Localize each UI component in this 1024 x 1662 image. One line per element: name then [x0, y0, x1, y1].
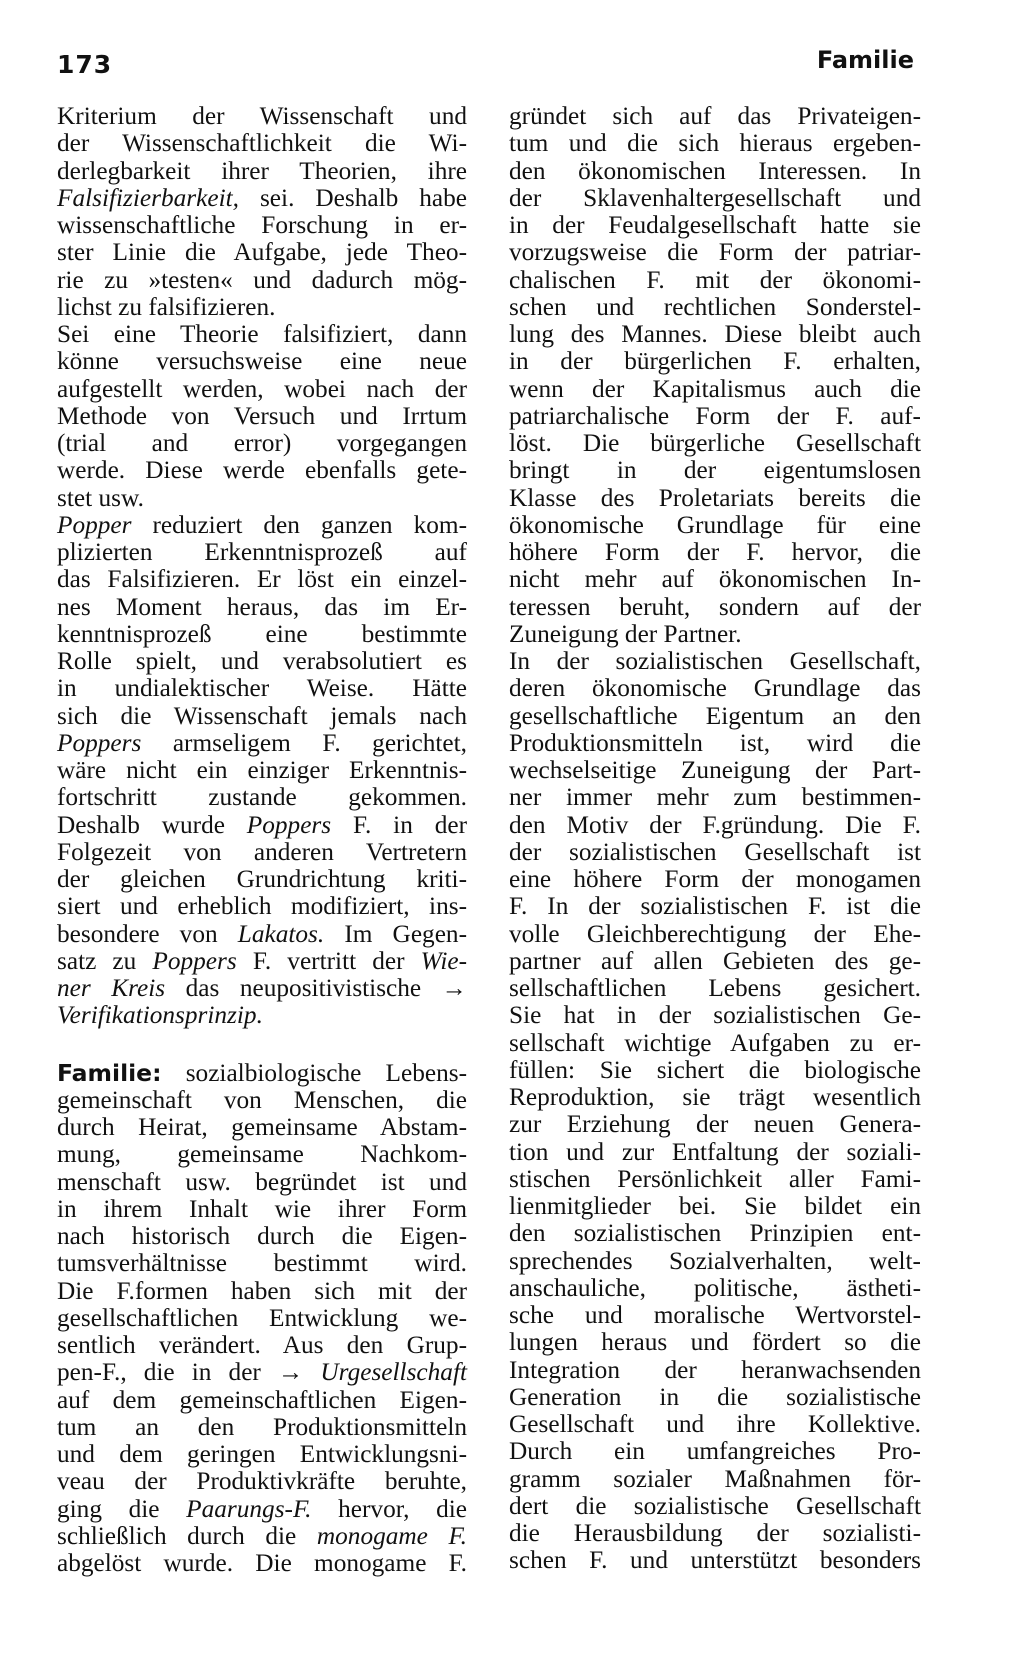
- text-line: [57, 321, 467, 348]
- text-line: [57, 703, 467, 730]
- text-segment: Sei eine Theorie falsifiziert, dann: [57, 320, 467, 348]
- text-segment: die Herausbildung der sozialisti-: [509, 1519, 921, 1547]
- text-line: [57, 1523, 467, 1550]
- text-segment: eine höhere Form der monogamen: [509, 865, 921, 893]
- text-segment: wäre nicht ein einziger Erkenntnis-: [57, 756, 467, 784]
- left-column: [57, 103, 467, 1577]
- text-segment: sellschaft wichtige Aufgaben zu er-: [509, 1028, 921, 1057]
- text-segment: Zuneigung der Partner.: [509, 619, 742, 648]
- text-line: [57, 921, 467, 948]
- text-line: [57, 158, 467, 185]
- text-segment: Folgezeit von anderen Vertretern: [57, 837, 467, 866]
- text-line: [57, 1278, 467, 1305]
- text-segment: gramm sozialer Maßnahmen för-: [509, 1464, 921, 1493]
- text-line: [57, 1387, 467, 1414]
- text-line: [509, 948, 921, 975]
- text-line: [509, 212, 921, 239]
- text-segment: ökonomische Grundlage für eine: [509, 510, 921, 539]
- text-line: [57, 594, 467, 621]
- text-segment: wissenschaftliche Forschung in er-: [57, 211, 467, 239]
- text-segment: in undialektischer Weise. Hätte: [57, 674, 467, 703]
- text-line: [57, 1332, 467, 1359]
- text-line: [509, 621, 921, 648]
- text-line: [57, 1060, 467, 1087]
- text-line: [509, 348, 921, 375]
- text-segment: Die F.formen haben sich mit der: [57, 1276, 467, 1305]
- text-line: [509, 784, 921, 811]
- text-segment: zur Erziehung der neuen Genera-: [509, 1110, 921, 1139]
- text-segment: das Falsifizieren. Er löst ein einzel-: [57, 565, 467, 594]
- text-segment: der Wissenschaftlichkeit die Wi-: [57, 129, 467, 158]
- italic-term: ner Kreis: [57, 974, 166, 1002]
- text-segment: Gesellschaft und ihre Kollektive.: [509, 1410, 921, 1438]
- text-line: [509, 1275, 921, 1302]
- text-line: [57, 1468, 467, 1495]
- text-segment: und dem geringen Entwicklungsni-: [57, 1440, 467, 1468]
- text-segment: Generation in die sozialistische: [509, 1382, 921, 1411]
- text-segment: der gleichen Grundrichtung kriti-: [57, 865, 467, 893]
- text-line: [57, 376, 467, 403]
- text-segment: Methode von Versuch und Irrtum: [57, 401, 467, 430]
- running-head: Familie: [816, 46, 914, 74]
- italic-term: Urgesellschaft: [320, 1358, 467, 1387]
- text-segment: sei. Deshalb habe: [238, 183, 467, 212]
- text-segment: tion und zur Entfaltung der soziali-: [509, 1137, 921, 1166]
- text-line: [57, 539, 467, 566]
- text-line: [509, 267, 921, 294]
- text-segment: In der sozialistischen Gesellschaft,: [509, 647, 921, 675]
- text-segment: der sozialistischen Gesellschaft ist: [509, 837, 921, 866]
- text-segment: auf dem gemeinschaftlichen Eigen-: [57, 1385, 467, 1414]
- text-segment: lienmitglieder bei. Sie bildet ein: [509, 1192, 921, 1220]
- text-segment: schließlich durch die: [57, 1521, 317, 1550]
- text-line: [509, 512, 921, 539]
- text-line: [509, 403, 921, 430]
- text-segment: kenntnisprozeß eine bestimmte: [57, 619, 467, 648]
- text-segment: derlegbarkeit ihrer Theorien, ihre: [57, 156, 467, 185]
- text-segment: das neupositivistische →: [165, 974, 467, 1002]
- text-line: [57, 812, 467, 839]
- text-segment: teressen beruht, sondern auf der: [509, 592, 921, 621]
- text-segment: nach historisch durch die Eigen-: [57, 1222, 467, 1250]
- text-line: [57, 757, 467, 784]
- text-line: [57, 975, 467, 1002]
- text-segment: tumsverhältnisse bestimmt wird.: [57, 1249, 467, 1278]
- text-line: [57, 1550, 467, 1577]
- italic-term: Paarungs-F.: [186, 1494, 312, 1523]
- text-line: [509, 485, 921, 512]
- text-segment: sprechendes Sozialverhalten, welt-: [509, 1246, 921, 1275]
- text-segment: stet usw.: [57, 483, 144, 512]
- text-line: [57, 403, 467, 430]
- text-line: [57, 948, 467, 975]
- text-line: [509, 675, 921, 702]
- text-line: [509, 921, 921, 948]
- text-line: [509, 1493, 921, 1520]
- text-segment: plizierten Erkenntnisprozeß auf: [57, 538, 467, 566]
- text-segment: gemeinschaft von Menschen, die: [57, 1085, 467, 1114]
- italic-term: Verifikationsprinzip.: [57, 1001, 263, 1030]
- text-line: [509, 975, 921, 1002]
- text-segment: Reproduktion, sie trägt wesentlich: [509, 1083, 921, 1111]
- text-line: [57, 1305, 467, 1332]
- text-line: [57, 1169, 467, 1196]
- text-segment: volle Gleichberechtigung der Ehe-: [509, 919, 921, 948]
- text-line: [57, 1414, 467, 1441]
- text-segment: gesellschaftliche Eigentum an den: [509, 701, 921, 730]
- text-segment: stischen Persönlichkeit aller Fami-: [509, 1164, 921, 1193]
- text-segment: mung, gemeinsame Nachkom-: [57, 1140, 467, 1169]
- text-segment: höhere Form der F. hervor, die: [509, 538, 921, 566]
- text-line: [509, 566, 921, 593]
- text-line: [57, 784, 467, 811]
- italic-term: Poppers: [246, 810, 332, 839]
- text-segment: könne versuchsweise eine neue: [57, 347, 467, 376]
- text-line: [57, 1002, 467, 1029]
- text-segment: löst. Die bürgerliche Gesellschaft: [509, 429, 921, 457]
- text-segment: werde. Diese werde ebenfalls gete-: [57, 456, 467, 485]
- text-line: [57, 730, 467, 757]
- text-segment: den ökonomischen Interessen. In: [509, 156, 921, 185]
- text-segment: chalischen F. mit der ökonomi-: [509, 265, 921, 294]
- text-line: [57, 430, 467, 457]
- text-segment: in der Feudalgesellschaft hatte sie: [509, 211, 921, 239]
- text-line: [509, 812, 921, 839]
- text-line: [509, 430, 921, 457]
- text-line: [509, 1329, 921, 1356]
- text-line: [57, 1496, 467, 1523]
- text-line: [57, 185, 467, 212]
- text-segment: Sie hat in der sozialistischen Ge-: [509, 1001, 921, 1030]
- text-segment: bringt in der eigentumslosen: [509, 456, 921, 485]
- text-segment: wenn der Kapitalismus auch die: [509, 374, 921, 403]
- text-segment: (trial and error) vorgegangen: [57, 429, 467, 457]
- text-segment: hervor, die: [311, 1494, 467, 1523]
- text-segment: sche und moralische Wertvorstel-: [509, 1301, 921, 1329]
- italic-term: monogame F.: [316, 1521, 467, 1550]
- text-segment: anschauliche, politische, ästheti-: [509, 1273, 921, 1302]
- text-line: [509, 1057, 921, 1084]
- text-segment: pen-F., die in der →: [57, 1358, 321, 1387]
- text-line: [509, 539, 921, 566]
- text-segment: in der bürgerlichen F. erhalten,: [509, 347, 921, 376]
- text-line: [57, 566, 467, 593]
- text-segment: wechselseitige Zuneigung der Part-: [509, 756, 921, 784]
- text-segment: siert und erheblich modifiziert, ins-: [57, 892, 467, 921]
- paragraph-gap: [57, 1030, 467, 1060]
- text-segment: sentlich verändert. Aus den Grup-: [57, 1331, 467, 1359]
- text-segment: den sozialistischen Prinzipien ent-: [509, 1219, 921, 1248]
- text-line: [57, 1141, 467, 1168]
- text-segment: durch Heirat, gemeinsame Abstam-: [57, 1113, 467, 1141]
- text-line: [57, 1196, 467, 1223]
- text-line: [509, 185, 921, 212]
- text-segment: Rolle spielt, und verabsolutiert es: [57, 647, 467, 675]
- text-segment: Produktionsmitteln ist, wird die: [509, 728, 921, 757]
- text-segment: ster Linie die Aufgabe, jede Theo-: [57, 238, 467, 267]
- text-line: [509, 1139, 921, 1166]
- text-line: [509, 1030, 921, 1057]
- text-line: [57, 893, 467, 920]
- text-segment: den Motiv der F.gründung. Die F.: [509, 810, 921, 839]
- text-line: [509, 1466, 921, 1493]
- text-line: [509, 1002, 921, 1029]
- text-line: [509, 158, 921, 185]
- italic-term: Falsifizierbarkeit,: [57, 183, 239, 212]
- text-segment: tum und die sich hieraus ergeben-: [509, 129, 921, 158]
- text-line: [57, 239, 467, 266]
- text-segment: schen F. und unterstützt besonders: [509, 1546, 921, 1575]
- text-line: [509, 1547, 921, 1574]
- text-line: [509, 457, 921, 484]
- text-line: [57, 1223, 467, 1250]
- text-segment: schen und rechtlichen Sonderstel-: [509, 292, 921, 321]
- text-line: [57, 675, 467, 702]
- text-segment: menschaft usw. begründet ist und: [57, 1167, 467, 1196]
- text-line: [509, 1166, 921, 1193]
- text-line: [509, 703, 921, 730]
- text-segment: lung des Mannes. Diese bleibt auch: [509, 320, 921, 348]
- text-line: [509, 1411, 921, 1438]
- text-line: [509, 239, 921, 266]
- text-segment: Integration der heranwachsenden: [509, 1355, 921, 1384]
- text-line: [509, 893, 921, 920]
- text-segment: Deshalb wurde: [57, 810, 247, 839]
- text-line: [57, 512, 467, 539]
- page-number: 173: [57, 50, 113, 79]
- entry-headword: Familie:: [57, 1058, 162, 1087]
- text-line: [509, 1384, 921, 1411]
- text-segment: aufgestellt werden, wobei nach der: [57, 374, 467, 403]
- text-segment: sellschaftlichen Lebens gesichert.: [509, 974, 921, 1002]
- text-line: [509, 294, 921, 321]
- italic-term: Poppers: [57, 728, 142, 757]
- text-segment: abgelöst wurde. Die monogame F.: [57, 1549, 467, 1577]
- text-line: [57, 212, 467, 239]
- text-segment: dert die sozialistische Gesellschaft: [509, 1491, 921, 1520]
- text-segment: Kriterium der Wissenschaft und: [57, 102, 467, 130]
- text-line: [509, 1357, 921, 1384]
- text-line: [57, 294, 467, 321]
- text-segment: gründet sich auf das Privateigen-: [509, 102, 921, 130]
- text-line: [57, 130, 467, 157]
- text-segment: füllen: Sie sichert die biologische: [509, 1055, 921, 1084]
- italic-term: Lakatos.: [237, 919, 325, 948]
- text-line: [57, 348, 467, 375]
- italic-term: Poppers: [152, 946, 237, 975]
- text-line: [509, 839, 921, 866]
- italic-term: Wie-: [420, 946, 467, 975]
- text-line: [57, 1359, 467, 1386]
- text-line: [509, 1520, 921, 1547]
- text-segment: lichst zu falsifizieren.: [57, 292, 276, 321]
- text-line: [509, 730, 921, 757]
- text-line: [57, 1441, 467, 1468]
- text-segment: besondere von: [57, 919, 238, 948]
- text-segment: gesellschaftlichen Entwicklung we-: [57, 1303, 467, 1332]
- text-segment: ging die: [57, 1494, 187, 1523]
- text-segment: F. in der: [331, 810, 467, 839]
- text-segment: veau der Produktivkräfte beruhte,: [57, 1467, 467, 1496]
- text-segment: armseligem F. gerichtet,: [141, 728, 467, 757]
- text-line: [509, 594, 921, 621]
- text-line: [57, 1114, 467, 1141]
- text-segment: nes Moment heraus, das im Er-: [57, 592, 467, 621]
- text-line: [509, 1248, 921, 1275]
- text-line: [509, 130, 921, 157]
- text-segment: satz zu: [57, 946, 153, 975]
- text-line: [509, 648, 921, 675]
- text-line: [509, 321, 921, 348]
- text-line: [57, 485, 467, 512]
- text-line: [57, 621, 467, 648]
- text-line: [509, 1220, 921, 1247]
- text-segment: der Sklavenhaltergesellschaft und: [509, 183, 921, 212]
- text-segment: reduziert den ganzen kom-: [131, 510, 467, 539]
- text-line: [509, 376, 921, 403]
- text-segment: ner immer mehr zum bestimmen-: [509, 783, 921, 812]
- text-segment: in ihrem Inhalt wie ihrer Form: [57, 1194, 467, 1223]
- text-segment: partner auf allen Gebieten des ge-: [509, 946, 921, 975]
- text-segment: F. vertritt der: [236, 946, 421, 975]
- text-segment: lungen heraus und fördert so die: [509, 1328, 921, 1357]
- text-segment: deren ökonomische Grundlage das: [509, 674, 921, 703]
- text-line: [57, 457, 467, 484]
- text-line: [57, 839, 467, 866]
- text-line: [509, 866, 921, 893]
- text-line: [509, 1193, 921, 1220]
- text-segment: sich die Wissenschaft jemals nach: [57, 701, 467, 730]
- text-segment: nicht mehr auf ökonomischen In-: [509, 565, 921, 594]
- text-line: [57, 1250, 467, 1277]
- text-line: [57, 267, 467, 294]
- text-segment: Klasse des Proletariats bereits die: [509, 483, 921, 512]
- text-segment: vorzugsweise die Form der patriar-: [509, 238, 921, 267]
- text-line: [509, 1438, 921, 1465]
- text-segment: patriarchalische Form der F. auf-: [509, 401, 921, 430]
- text-line: [57, 648, 467, 675]
- text-line: [57, 103, 467, 130]
- text-segment: rie zu »testen« und dadurch mög-: [57, 265, 467, 294]
- text-segment: Durch ein umfangreiches Pro-: [509, 1437, 921, 1466]
- text-segment: tum an den Produktionsmitteln: [57, 1412, 467, 1441]
- text-line: [57, 1087, 467, 1114]
- text-line: [509, 103, 921, 130]
- italic-term: Popper: [57, 510, 132, 539]
- text-segment: fortschritt zustande gekommen.: [57, 783, 467, 812]
- text-line: [57, 866, 467, 893]
- text-segment: F. In der sozialistischen F. ist die: [509, 892, 921, 921]
- text-segment: Im Gegen-: [324, 919, 467, 948]
- text-line: [509, 757, 921, 784]
- right-column: [509, 103, 921, 1575]
- text-line: [509, 1111, 921, 1138]
- text-line: [509, 1302, 921, 1329]
- text-segment: sozialbiologische Lebens-: [161, 1058, 467, 1087]
- text-line: [509, 1084, 921, 1111]
